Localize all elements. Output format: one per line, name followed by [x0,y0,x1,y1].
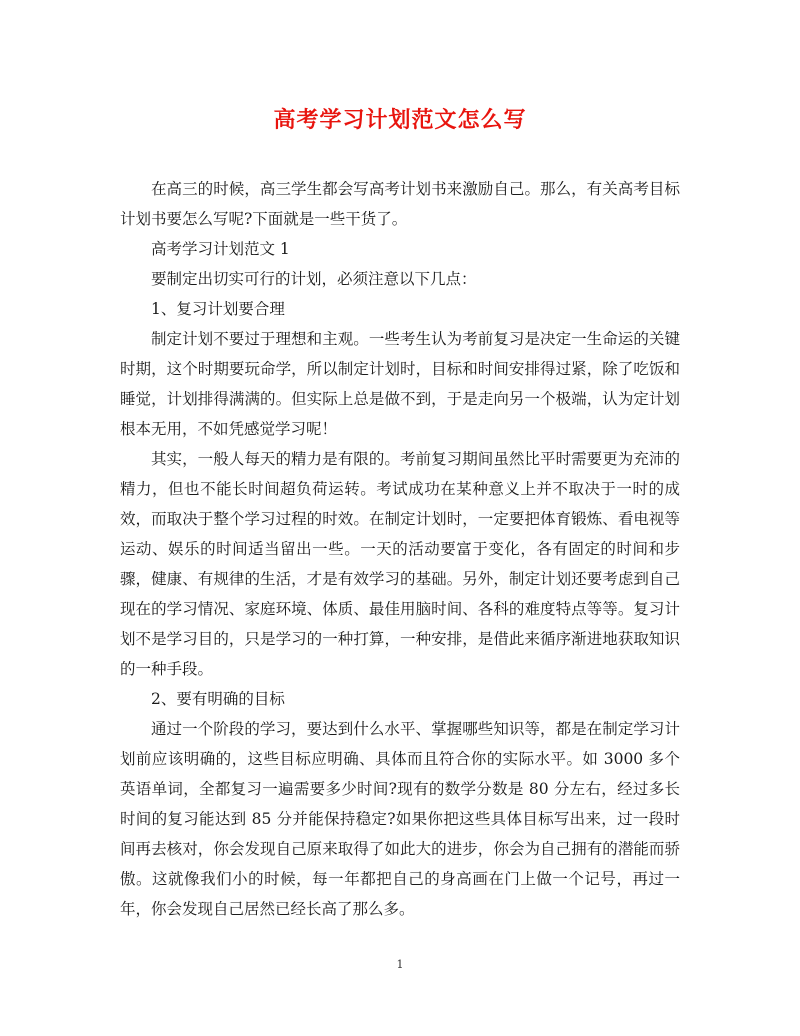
intro-paragraph: 在高三的时候，高三学生都会写高考计划书来激励自己。那么，有关高考目标计划书要怎么写呢?下面就是一些干货了。 [120,180,680,228]
document-body [120,174,680,924]
body-paragraph: 制定计划不要过于理想和主观。一些考生认为考前复习是决定一生命运的关键时期，这个时期要玩命学，所以制定计划时，目标和时间安排得过紧，除了吃饭和睡觉，计划排得满满的。但实际上总是做不到，于是走向另一个极端，认为定计划根本无用，不如凭感觉学习呢！ [120,330,680,438]
section-heading: 高考学习计划范文 1 [151,240,290,258]
document-title: 高考学习计划范文怎么写 [273,107,527,133]
body-paragraph: 通过一个阶段的学习，要达到什么水平、掌握哪些知识等，都是在制定学习计划前应该明确的，这些目标应明确、具体而且符合你的实际水平。如 3000 多个英语单词，全都复习一遍需要多少时间?现有的数学分数是 80 分左右，经过多长时间的复习能达到 85 分并能保持稳定?如果你把这些具体目标写出来，过一段时间再去核对，你会发现自己原来取得了如此大的进步，你会为自己拥有的潜能而骄傲。这就像我们小的时候，每一年都把自己的身高画在门上做一个记号，再过一年，你会发现自己居然已经长高了那么多。 [120,720,680,918]
subheading-1: 1、复习计划要合理 [151,300,285,318]
page-number: 1 [396,958,404,971]
subheading-2: 2、要有明确的目标 [151,690,285,708]
body-paragraph: 其实，一般人每天的精力是有限的。考前复习期间虽然比平时需要更为充沛的精力，但也不能长时间超负荷运转。考试成功在某种意义上并不取决于一时的成效，而取决于整个学习过程的时效。在制定计划时，一定要把体育锻炼、看电视等运动、娱乐的时间适当留出一些。一天的活动要富于变化，各有固定的时间和步骤，健康、有规律的生活，才是有效学习的基础。另外，制定计划还要考虑到自己现在的学习情况、家庭环境、体质、最佳用脑时间、各科的难度特点等等。复习计划不是学习目的，只是学习的一种打算，一种安排，是借此来循序渐进地获取知识的一种手段。 [120,450,680,678]
body-paragraph: 要制定出切实可行的计划，必须注意以下几点： [151,270,477,288]
